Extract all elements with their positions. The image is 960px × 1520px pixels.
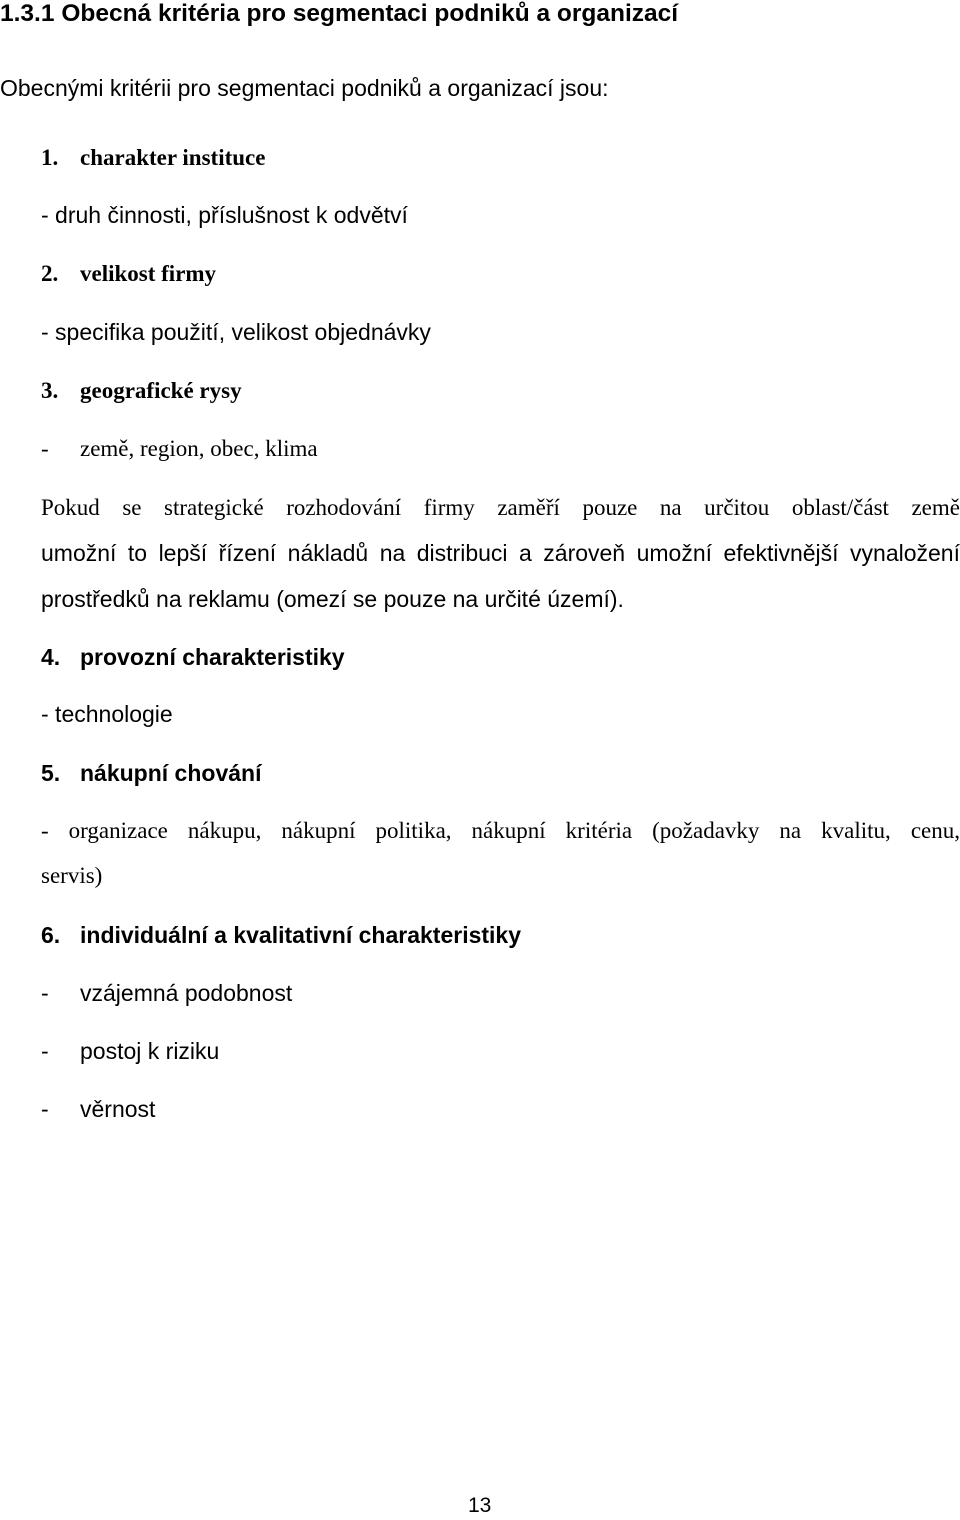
criterion-number: 3. [41,378,59,403]
purchase-line: - organizace nákupu, nákupní politika, nákupní kritéria (požadavky na kvalitu, cenu, [41,818,960,843]
individual-item-text: věrnost [80,1096,156,1122]
criterion-1-detail: - druh činnosti, příslušnost k odvětví [41,202,408,228]
individual-item-text: vzájemná podobnost [80,980,293,1006]
criterion-number: 1. [41,145,59,170]
paragraph-line: umožní to lepší řízení nákladů na distribuci a zároveň umožní efektivnější vynaložení [41,540,960,566]
criterion-4-detail: - technologie [41,701,173,727]
paragraph-line: Pokud se strategické rozhodování firmy zaměří pouze na určitou oblast/část země [41,495,960,520]
list-dash: - [41,1038,49,1064]
paragraph-line: prostředků na reklamu (omezí se pouze na určité území). [41,586,624,612]
criterion-1-heading [41,144,265,172]
criterion-title: individuální a kvalitativní charakteristiky [80,922,522,948]
criterion-3-heading [41,377,242,405]
section-title: Obecná kritéria pro segmentaci podniků a organizací [61,0,679,27]
criterion-3-detail [41,435,318,463]
individual-item [41,979,292,1007]
criterion-title: provozní charakteristiky [80,644,345,670]
purchase-line: servis) [41,863,103,888]
criterion-number: 4. [41,644,61,670]
list-dash: - [41,980,49,1006]
intro-text: Obecnými kritérii pro segmentaci podniků a organizací jsou: [0,75,609,101]
criterion-6-heading [41,921,521,949]
criterion-5-heading [41,759,261,787]
criterion-2-heading [41,260,216,288]
individual-item [41,1095,155,1123]
criterion-detail-text: země, region, obec, klima [80,436,318,461]
criterion-2-detail: - specifika použití, velikost objednávky [41,319,431,345]
individual-item-text: postoj k riziku [80,1038,220,1064]
list-dash: - [41,436,49,461]
criterion-title: velikost firmy [80,261,217,286]
page-number: 13 [468,1494,492,1517]
criterion-4-heading [41,643,345,671]
criterion-number: 5. [41,760,61,786]
section-heading [0,0,678,28]
criterion-number: 6. [41,922,61,948]
list-dash: - [41,1096,49,1122]
criterion-number: 2. [41,261,59,286]
criterion-title: charakter instituce [80,145,266,170]
criterion-title: nákupní chování [80,760,262,786]
individual-item [41,1037,219,1065]
section-number: 1.3.1 [0,0,55,27]
criterion-title: geografické rysy [80,378,242,403]
